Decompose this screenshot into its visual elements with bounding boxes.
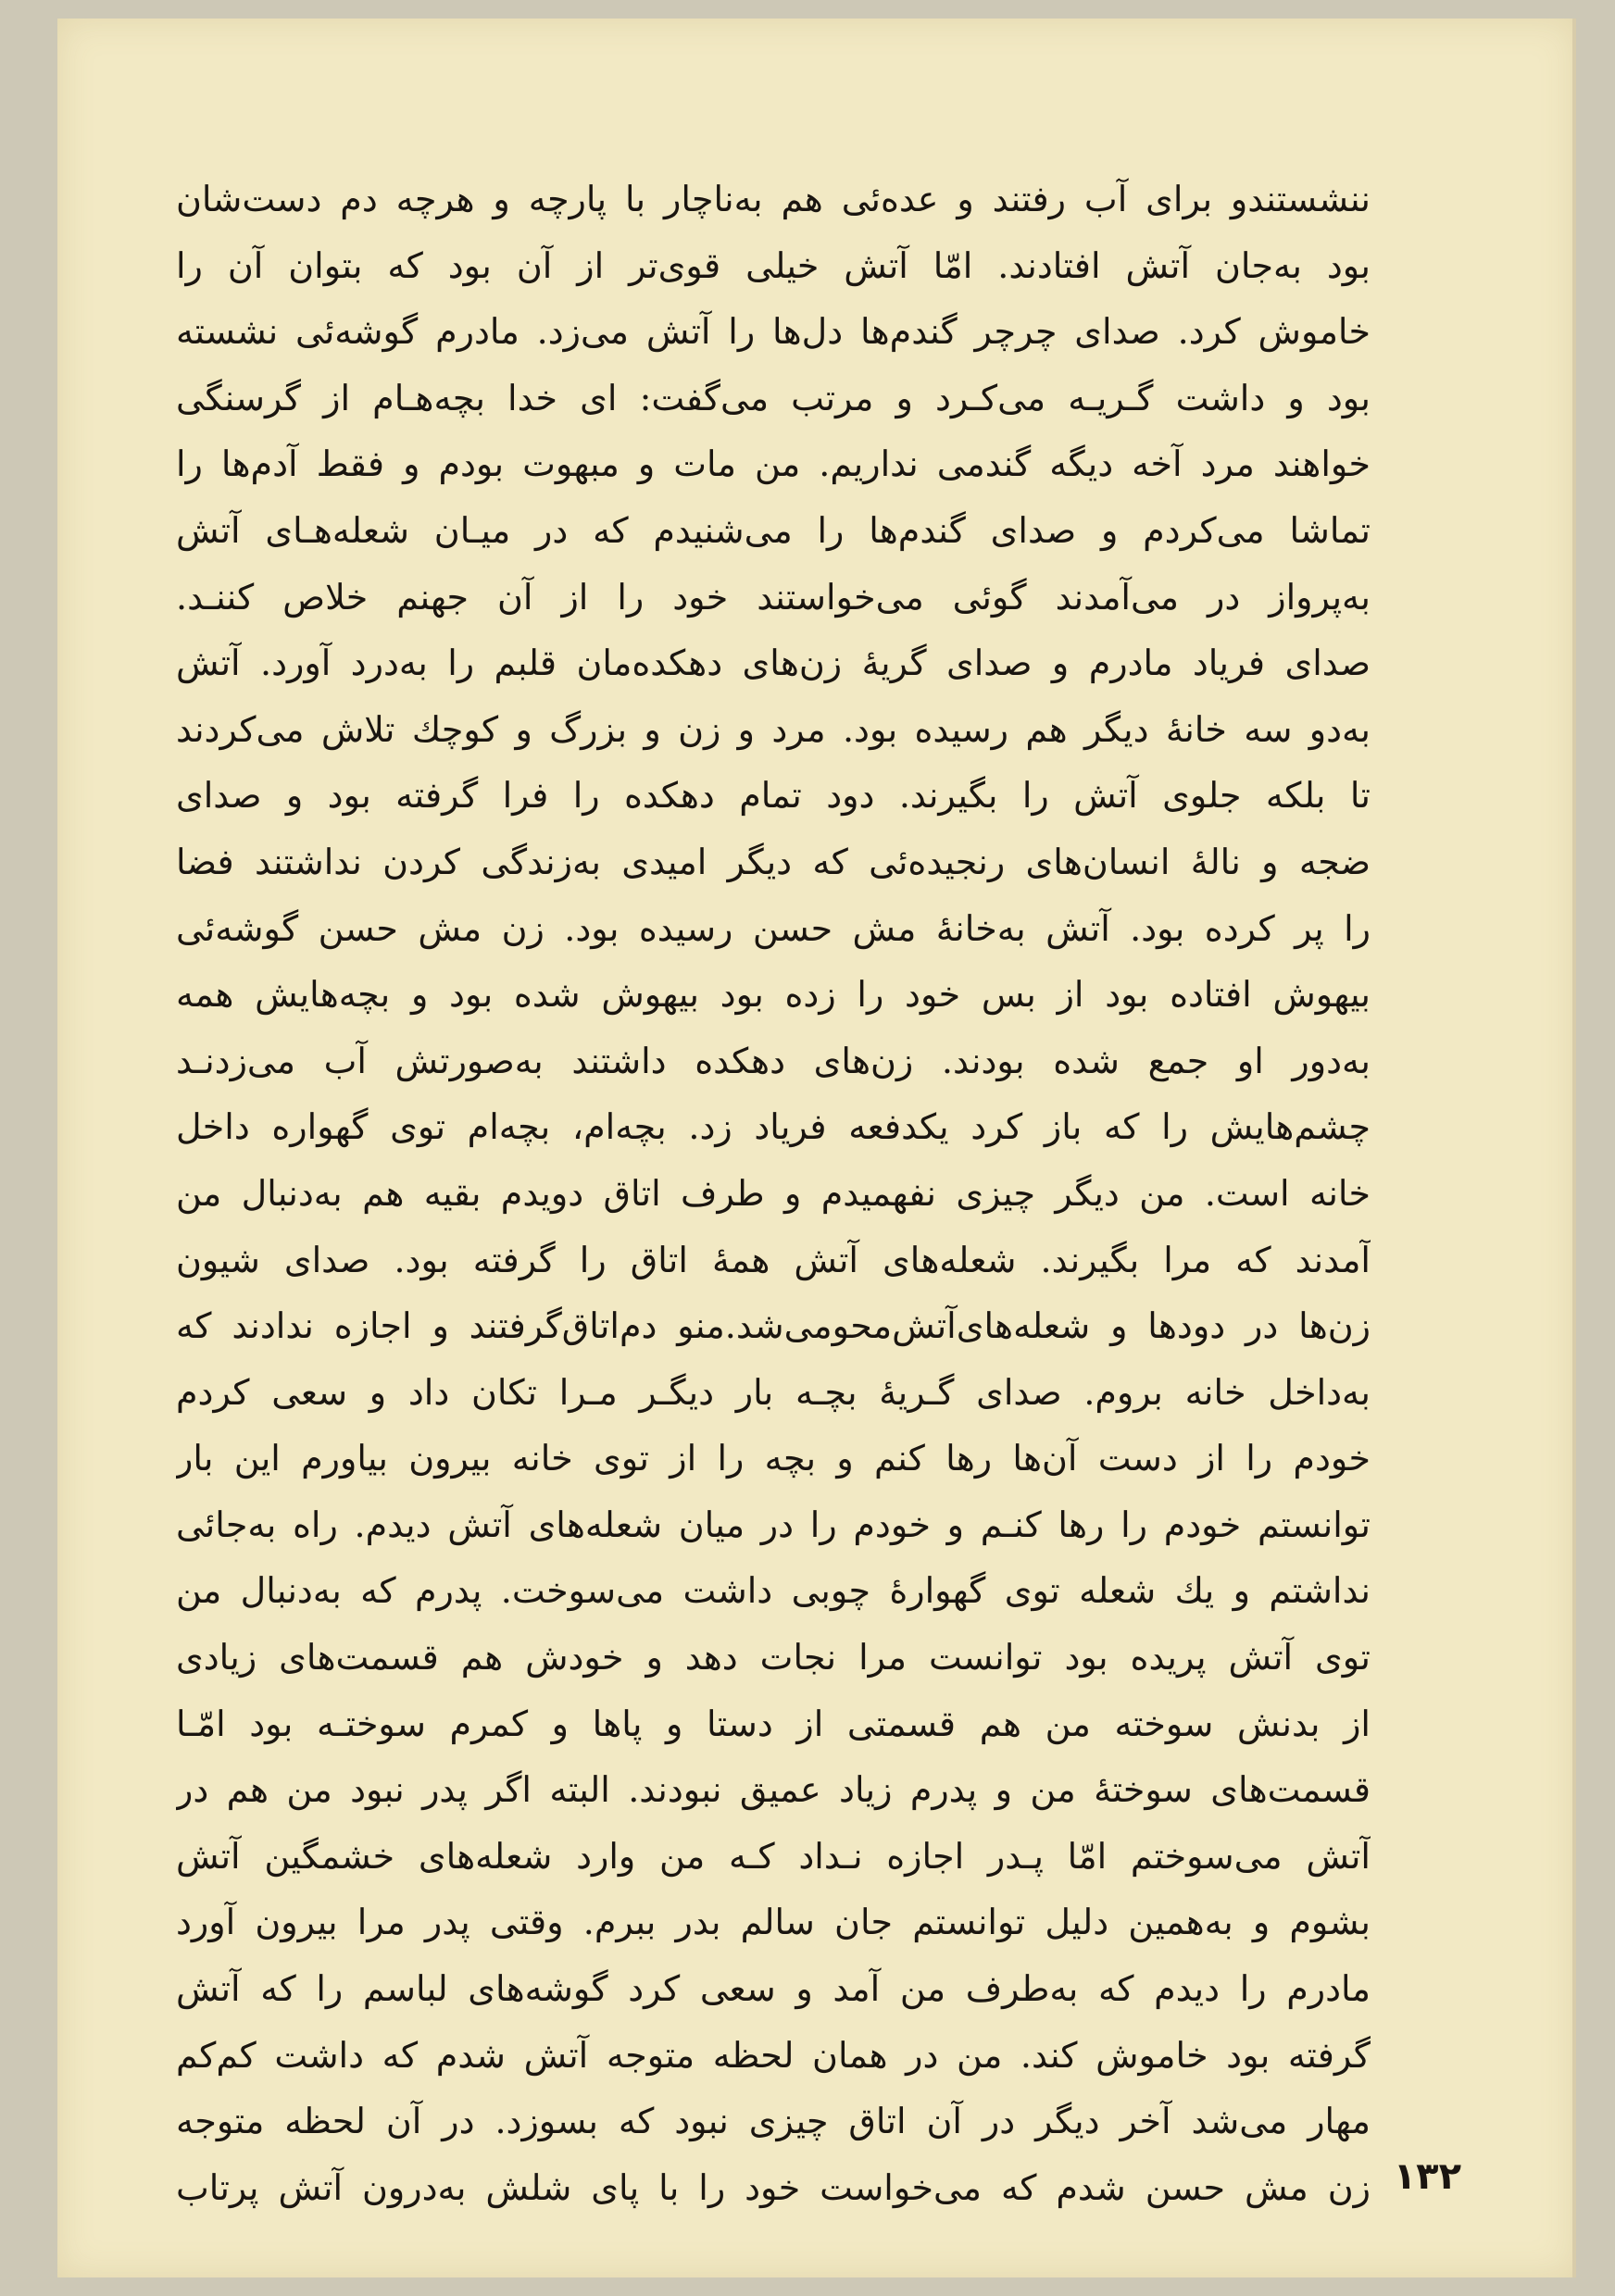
text-line-19: به‌داخل خانه بروم. صدای گـریهٔ بچـه بار دیگـر مـرا تکان داد و سعی کردم bbox=[176, 1371, 1371, 1413]
text-line-15: چشم‌هایش را که باز کرد یکدفعه فریاد زد. بچه‌ام، بچه‌ام توی گهواره داخل bbox=[176, 1106, 1371, 1148]
text-line-25: قسمت‌های سوختهٔ من و پدرم زیاد عمیق نبودند. البته اگر پدر نبود من هم در bbox=[176, 1769, 1371, 1811]
text-line-24: از بدنش سوخته من هم قسمتی از دستا و پاها و کمرم سوختـه بود امّـا bbox=[176, 1703, 1371, 1744]
text-line-20: خودم را از دست آن‌ها رها کنم و بچه را از توی خانه بیرون بیاورم این بار bbox=[176, 1438, 1371, 1479]
text-line-31: زن مش حسن شدم که می‌خواست خود را با پای شلش به‌درون آتش پرتاب bbox=[176, 2166, 1371, 2208]
text-line-23: توی آتش پریده بود توانست مرا نجات دهد و خودش هم قسمت‌های زیادی bbox=[176, 1637, 1371, 1678]
text-line-14: به‌دور او جمع شده بودند. زن‌های دهکده داشتند به‌صورتش آب می‌زدنـد bbox=[176, 1040, 1371, 1081]
text-line-27: بشوم و به‌همین دلیل توانستم جان سالم بدر ببرم. وقتی پدر مرا بیرون آورد bbox=[176, 1902, 1371, 1943]
text-line-4: بود و داشت گـریـه می‌کـرد و مرتب می‌گفت: ای خدا بچه‌هـام از گرسنگی bbox=[176, 377, 1371, 418]
text-line-28: مادرم را دیدم که به‌طرف من آمد و سعی کرد گوشه‌های لباسم را که آتش bbox=[176, 1968, 1371, 2010]
text-line-7: به‌پرواز در می‌آمدند گوئی می‌خواستند خود را از آن جهنم خلاص کننـد. bbox=[176, 576, 1371, 618]
text-line-13: بیهوش افتاده بود از بس خود را زده بود بیهوش شده بود و بچه‌هایش همه bbox=[176, 974, 1371, 1016]
page-number: ۱۳۲ bbox=[1393, 2155, 1461, 2198]
text-line-12: را پر کرده بود. آتش به‌خانهٔ مش حسن رسیده بود. زن مش حسن گوشه‌ئی bbox=[176, 907, 1371, 949]
text-line-5: خواهند مرد آخه دیگه گندمی نداریم. من مات و مبهوت بودم و فقط آدم‌ها را bbox=[176, 443, 1371, 485]
text-line-29: گرفته بود خاموش کند. من در همان لحظه متوجه آتش شدم که داشت کم‌کم bbox=[176, 2034, 1371, 2076]
text-line-9: به‌دو سه خانهٔ دیگر هم رسیده بود. مرد و زن و بزرگ و کوچك تلاش می‌کردند bbox=[176, 708, 1371, 750]
text-line-30: مهار می‌شد آخر دیگر در آن اتاق چیزی نبود که بسوزد. در آن لحظه متوجه bbox=[176, 2101, 1371, 2142]
text-line-22: نداشتم و یك شعله توی گهوارهٔ چوبی داشت می‌سوخت. پدرم که به‌دنبال من bbox=[176, 1570, 1371, 1612]
text-line-11: ضجه و نالهٔ انسان‌های رنجیده‌ئی که دیگر امیدی به‌زندگی کردن نداشتند فضا bbox=[176, 841, 1371, 882]
text-line-3: خاموش کرد. صدای چرچر گندم‌ها دل‌ها را آتش می‌زد. مادرم گوشه‌ئی نشسته bbox=[176, 311, 1371, 353]
page-edge bbox=[1572, 19, 1576, 2277]
text-line-16: خانه است. من دیگر چیزی نفهمیدم و طرف اتاق دویدم بقیه هم به‌دنبال من bbox=[176, 1172, 1371, 1214]
body-text bbox=[176, 167, 1371, 2221]
text-line-21: توانستم خودم را رها کنـم و خودم را در میان شعله‌های آتش دیدم. راه به‌جائی bbox=[176, 1504, 1371, 1545]
text-line-8: صدای فریاد مادرم و صدای گریهٔ زن‌های دهکده‌مان قلبم را به‌درد آورد. آتش bbox=[176, 643, 1371, 684]
text-line-10: تا بلکه جلوی آتش را بگیرند. دود تمام دهکده را فرا گرفته بود و صدای bbox=[176, 775, 1371, 817]
text-line-17: آمدند که مرا بگیرند. شعله‌های آتش همهٔ اتاق را گرفته بود. صدای شیون bbox=[176, 1239, 1371, 1280]
text-line-6: تماشا می‌کردم و صدای گندم‌ها را می‌شنیدم که در میـان شعله‌هـای آتش bbox=[176, 509, 1371, 551]
text-line-18: زن‌ها در دودها و شعله‌های‌آتش‌محومی‌شد.منو دم‌اتاق‌گرفتند و اجازه ندادند که bbox=[176, 1305, 1371, 1347]
text-line-26: آتش می‌سوختم امّا پـدر اجازه نـداد کـه من وارد شعله‌های خشمگین آتش bbox=[176, 1835, 1371, 1877]
text-line-1: ننشستندو برای آب رفتند و عده‌ئی هم به‌ناچار با پارچه و هرچه دم دست‌شان bbox=[176, 179, 1371, 219]
text-line-2: بود به‌جان آتش افتادند. امّا آتش خیلی قوی‌تر از آن بود که بتوان آن را bbox=[176, 244, 1371, 286]
